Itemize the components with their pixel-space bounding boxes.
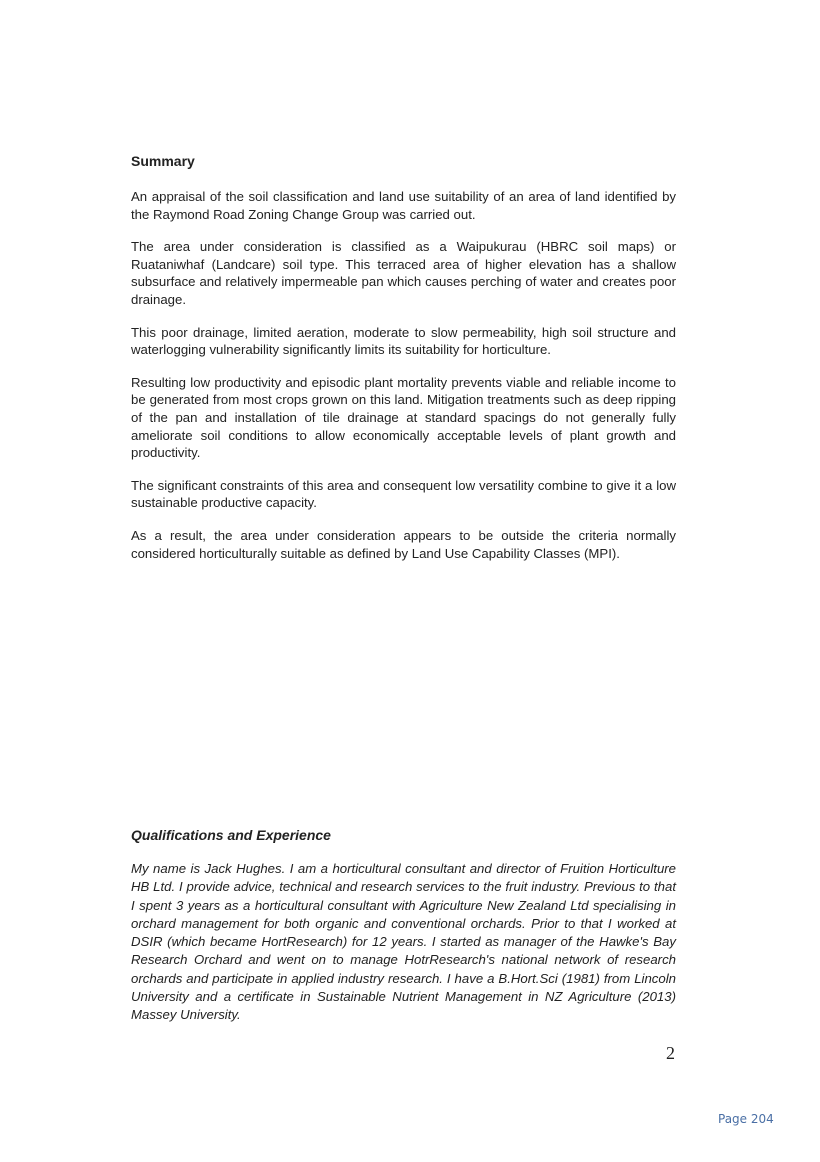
qualifications-paragraph: My name is Jack Hughes. I am a horticultural consultant and director of Fruition Horticulture HB Ltd. I provide advice, technical and research services to the fruit industry. Previous to that I spent 3 years as a horticultural consultant with Agriculture New Zealand Ltd specialising in orchard management for both organic and conventional orchards. Prior to that I worked at DSIR (which became HortResearch) for 12 years. I started as manager of the Hawke's Bay Research Orchard and went on to manage HotrResearch's national network of research orchards and participate in applied industry research. I have a B.Hort.Sci (1981) from Lincoln University and a certificate in Sustainable Nutrient Management in NZ Agriculture (2013) Massey University.: [131, 861, 676, 1023]
page-number: 2: [666, 1043, 675, 1063]
qualifications-section: [131, 826, 676, 1025]
summary-paragraph-5: The significant constraints of this area and consequent low versatility combine to give it a low sustainable productive capacity.: [131, 477, 676, 511]
summary-paragraph-3: This poor drainage, limited aeration, moderate to slow permeability, high soil structure and waterlogging vulnerability significantly limits its suitability for horticulture.: [131, 324, 676, 358]
page-label: Page 204: [718, 1112, 774, 1126]
summary-paragraph-1: An appraisal of the soil classification and land use suitability of an area of land identified by the Raymond Road Zoning Change Group was carried out.: [131, 189, 676, 222]
summary-paragraph-4: Resulting low productivity and episodic plant mortality prevents viable and reliable income to be generated from most crops grown on this land. Mitigation treatments such as deep ripping of the pan and installation of tile drainage at standard spacings do not generally fully ameliorate soil conditions to allow economically acceptable levels of plant growth and productivity.: [131, 374, 676, 461]
summary-paragraph-6: As a result, the area under consideration appears to be outside the criteria normally considered horticulturally suitable as defined by Land Use Capability Classes (MPI).: [131, 527, 676, 561]
qualifications-heading: Qualifications and Experience: [131, 827, 331, 843]
summary-heading: Summary: [131, 153, 195, 169]
summary-section: [131, 152, 676, 577]
summary-paragraph-2: The area under consideration is classified as a Waipukurau (HBRC soil maps) or Ruataniwhaf (Landcare) soil type. This terraced area of higher elevation has a shallow subsurface and relatively impermeable pan which causes perching of water and creates poor drainage.: [131, 239, 676, 307]
